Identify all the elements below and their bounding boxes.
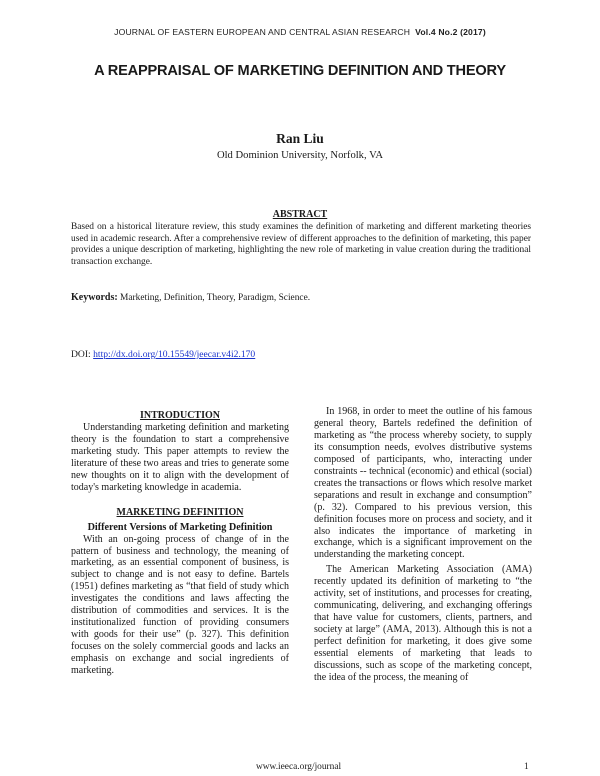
introduction-paragraph: Understanding marketing definition and marketing theory is the foundation to start a comprehensive marketing study. This paper attempts to review the literature of these two areas and tries to generate some new thoughts on it to align with the development of today's marketing knowledge in academia. [71,421,289,493]
doi-link[interactable]: http://dx.doi.org/10.15549/jeecar.v4i2.170 [93,349,256,360]
marketing-definition-heading: MARKETING DEFINITION [116,506,244,518]
page-number: 1 [524,762,529,772]
author-affiliation: Old Dominion University, Norfolk, VA [216,150,384,161]
journal-name: JOURNAL OF EASTERN EUROPEAN AND CENTRAL ASIAN RESEARCH [114,27,411,37]
right-column [314,406,532,684]
paper-title: A REAPPRAISAL OF MARKETING DEFINITION AND THEORY [94,63,506,79]
running-header [0,27,600,37]
keywords [71,292,531,303]
introduction-heading: INTRODUCTION [139,410,220,421]
versions-subheading: Different Versions of Marketing Definition [87,521,273,533]
definition-paragraph: With an on-going process of change of in the pattern of business and technology, the meaning of marketing, as an essential component of business, is subject to change and is not easy to define. Bartels (1951) defines marketing as “that field of study which investigates the conditions and laws affecting the distribution of commodities and services. It is the institutionalized function of providing consumers with goods for their use” (p. 327). This definition focuses on the solely commercial goods and lacks an emphasis on exchange and social ingredients of marketing. [71,533,289,677]
journal-volume: Vol.4 No.2 (2017) [415,27,486,37]
footer-url: www.ieeca.org/journal [256,762,342,772]
doi [71,349,531,360]
abstract-text: Based on a historical literature review, this study examines the definition of marketing and different marketing theories used in academic research. After a comprehensive review of different approaches to the definition of marketing, this paper provides a unique description of marketing, highlighting the new role of marketing in value creation during the traditional transaction exchange. [71,222,531,267]
keywords-text: Marketing, Definition, Theory, Paradigm, Science. [120,293,311,303]
left-column [71,410,289,677]
author-name: Ran Liu [276,131,324,146]
bartels-1968-paragraph: In 1968, in order to meet the outline of his famous general theory, Bartels redefined the definition of marketing as “the process whereby society, to supply its consumption needs, evolves distributive systems composed of participants, who, interacting under constraints -- technical (economic) and ethical (social) creates the transactions or flows which resolve market separations and result in exchange and consumption” (p. 32). Compared to his previous version, this definition focuses more on process and society, and it also indicates the importance of marketing in exchange, which is a significant improvement on the understanding the marketing concept. [314,406,532,561]
abstract-heading: ABSTRACT [272,209,328,220]
doi-label: DOI: [71,349,91,360]
keywords-label: Keywords: [71,292,118,303]
ama-paragraph: The American Marketing Association (AMA) recently updated its definition of marketing to “the activity, set of institutions, and processes for creating, communicating, delivering, and exchanging offerings that have value for customers, clients, partners, and society at large” (AMA, 2013). Although this is not a perfect definition for marketing, it does give some essential elements of marketing that leads to discussions, such as scope of the marketing concept, the idea of the process, the meaning of [314,564,532,683]
